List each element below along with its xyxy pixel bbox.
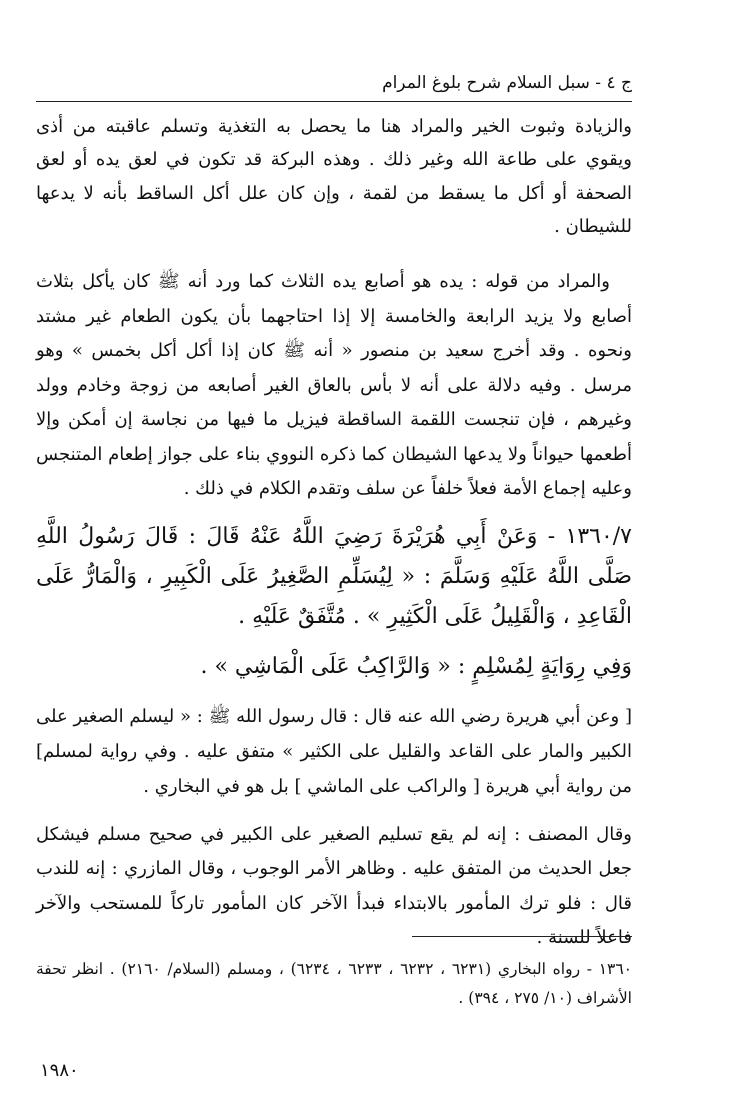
paragraph-commentary: وقال المصنف : إنه لم يقع تسليم الصغير على الكبير في صحيح مسلم فيشكل جعل الحديث من المتفق عليه . وظاهر الأمر الوجوب ، وقال المازري : إنه للندب قال : فلو ترك المأمور بالابتداء فبدأ الآخر كان المأمور تاركاً للمستحب والآخر فاعلاً للسنة .: [36, 823, 632, 949]
paragraph-blessing: والزيادة وثبوت الخير والمراد هنا ما يحصل به التغذية وتسلم عاقبته من أذى ويقوي على طاعة الله وغير ذلك . وهذه البركة قد تكون في لعق يده أو لعق الصحفة أو أكل ما يسقط من لقمة ، وإن كان علل أكل الساقط بأنه لا يدعها للشيطان .: [36, 116, 632, 237]
header-divider: [36, 101, 632, 102]
page-number: ١٩٨٠: [40, 1060, 79, 1081]
footnote-divider: [412, 936, 632, 937]
footnote: [36, 955, 632, 1013]
footnote-text: ١٣٦٠ - رواه البخاري (٦٢٣١ ، ٦٢٣٢ ، ٦٢٣٣ ، ٦٢٣٤) ، ومسلم (السلام/ ٢١٦٠) . انظر تحفة الأشراف (١٠/ ٢٧٥ ، ٣٩٤) .: [36, 960, 633, 1007]
hadith-summary: [ وعن أبي هريرة رضي الله عنه قال : قال رسول الله ﷺ : « ليسلم الصغير على الكبير والمار على القاعد والقليل على الكثير » متفق عليه . وفي رواية لمسلم] من رواية أبي هريرة [ والراكب على الماشي ] بل هو في البخاري .: [36, 705, 632, 797]
header-title: ج ٤ - سبل السلام شرح بلوغ المرام: [382, 73, 632, 93]
hadith-riwaya: وَفِي رِوَايَةٍ لِمُسْلِمٍ : « وَالرَّاكِبُ عَلَى الْمَاشِي » .: [200, 653, 632, 679]
paragraph-meaning: والمراد من قوله : يده هو أصابع يده الثلاث كما ورد أنه ﷺ كان يأكل بثلاث أصابع ولا يزيد الرابعة والخامسة إلا إذا احتاجهما بأن يكون الطعام غير مشتد ونحوه . وقد أخرج سعيد بن منصور « أنه ﷺ كان إذا أكل أكل بخمس » وهو مرسل . وفيه دلالة على أنه لا بأس بالعاق الغير أصابعه من زوجة وخادم وولد وغيرهم ، فإن تنجست اللقمة الساقطة فيزيل ما فيها من نجاسة إن أمكن وإلا أطعمها حيواناً ولا يدعها الشيطان كما ذكره النووي بناء على جواز إطعام المتنجس وعليه إجماع الأمة فعلاً خلفاً عن سلف وتقدم الكلام في ذلك .: [36, 271, 632, 500]
running-header: [36, 68, 632, 98]
main-text: [36, 110, 632, 966]
hadith-text: ١٣٦٠/٧ - وَعَنْ أَبِي هُرَيْرَةَ رَضِيَ اللَّهُ عَنْهُ قَالَ : قَالَ رَسُولُ اللَّهِ صَلَّى اللَّهُ عَلَيْهِ وَسَلَّمَ : « لِيُسَلِّمِ الصَّغِيرُ عَلَى الْكَبِيرِ ، وَالْمَارُّ عَلَى الْقَاعِدِ ، وَالْقَلِيلُ عَلَى الْكَثِيرِ » . مُتَّفَقٌ عَلَيْهِ .: [36, 523, 632, 629]
